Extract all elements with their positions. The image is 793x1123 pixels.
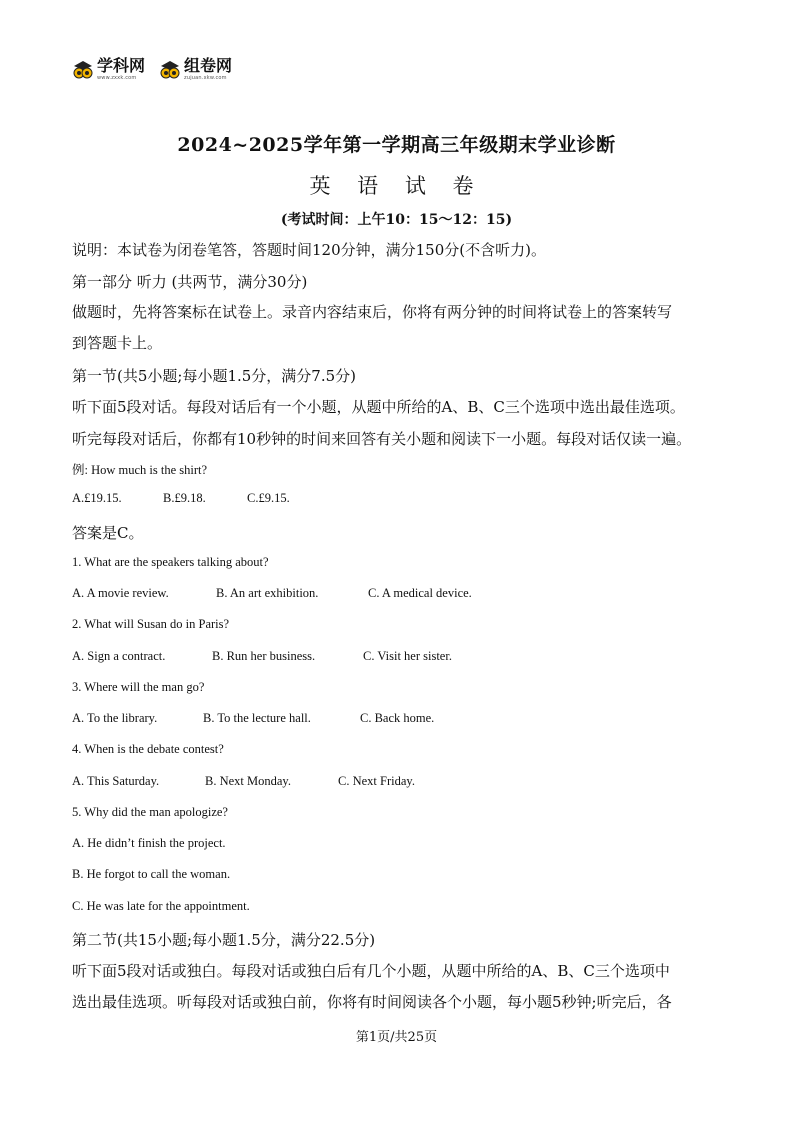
logo-name: 学科网: [97, 56, 146, 75]
option: C. Back home.: [360, 711, 435, 725]
logo-url: zujuan.xkw.com: [184, 75, 227, 81]
option: B. He forgot to call the woman.: [72, 867, 231, 881]
option: A. To the library.: [72, 711, 158, 725]
section2-instruction: 听下面5段对话或独白。每段对话或独白后有几个小题，从题中所给的A、B、C三个选项中: [72, 962, 670, 980]
xuekewang-logo: [72, 58, 145, 81]
question-text: 1. What are the speakers talking about?: [72, 555, 269, 569]
question-options: [72, 774, 415, 789]
option: C. Visit her sister.: [363, 649, 452, 663]
option: B. To the lecture hall.: [203, 711, 311, 725]
exam-subtitle: 英 语 试 卷: [309, 174, 484, 198]
zujuanwang-logo: [159, 58, 232, 81]
example-options: [72, 491, 290, 506]
exam-time: (考试时间：上午10：15～12：15): [280, 212, 513, 228]
question-options: [72, 711, 434, 726]
question-text: 3. Where will the man go?: [72, 680, 205, 694]
section1-heading: 第一节(共5小题;每小题1.5分，满分7.5分): [72, 367, 357, 385]
section2-heading: 第二节(共15小题;每小题1.5分，满分22.5分): [72, 931, 376, 949]
page-number: 第1页/共25页: [355, 1030, 438, 1045]
section1-instruction: 听下面5段对话。每段对话后有一个小题，从题中所给的A、B、C三个选项中选出最佳选项。: [72, 398, 685, 416]
part1-heading: 第一部分 听力 (共两节，满分30分): [72, 273, 308, 291]
logo-url: www.zxxk.com: [97, 75, 137, 81]
question-options: [72, 649, 452, 664]
option: C. Next Friday.: [338, 774, 415, 788]
instruction-line: 做题时，先将答案标在试卷上。录音内容结束后，你将有两分钟的时间将试卷上的答案转写: [72, 303, 673, 321]
logo-bar: [72, 58, 232, 81]
owl-icon: [72, 60, 94, 80]
option: B. Next Monday.: [205, 774, 291, 788]
option: B. Run her business.: [212, 649, 316, 663]
option: A. Sign a contract.: [72, 649, 166, 663]
option: A. This Saturday.: [72, 774, 160, 788]
option: A.£19.15.: [72, 491, 122, 505]
option: B. An art exhibition.: [216, 586, 319, 600]
question-text: 2. What will Susan do in Paris?: [72, 617, 230, 631]
example-answer: 答案是C。: [72, 524, 144, 542]
option: B.£9.18.: [163, 491, 206, 505]
option: C.£9.15.: [247, 491, 290, 505]
owl-icon: [159, 60, 181, 80]
option: C. A medical device.: [368, 586, 472, 600]
section1-instruction: 听完每段对话后，你都有10秒钟的时间来回答有关小题和阅读下一小题。每段对话仅读一遍。: [72, 430, 692, 448]
question-text: 4. When is the debate contest?: [72, 742, 224, 756]
question-text: 5. Why did the man apologize?: [72, 805, 228, 819]
section2-instruction: 选出最佳选项。听每段对话或独白前，你将有时间阅读各个小题，每小题5秒钟;听完后，各: [72, 993, 672, 1011]
exam-note: 说明：本试卷为闭卷笔答，答题时间120分钟，满分150分(不含听力)。: [72, 241, 546, 259]
option: A. A movie review.: [72, 586, 169, 600]
example-question: 例: How much is the shirt?: [72, 463, 208, 477]
logo-name: 组卷网: [184, 56, 233, 75]
question-options: [72, 586, 472, 601]
option: C. He was late for the appointment.: [72, 899, 250, 913]
instruction-line: 到答题卡上。: [72, 334, 163, 352]
option: A. He didn’t finish the project.: [72, 836, 226, 850]
exam-title: 2024~2025学年第一学期高三年级期末学业诊断: [177, 134, 616, 156]
